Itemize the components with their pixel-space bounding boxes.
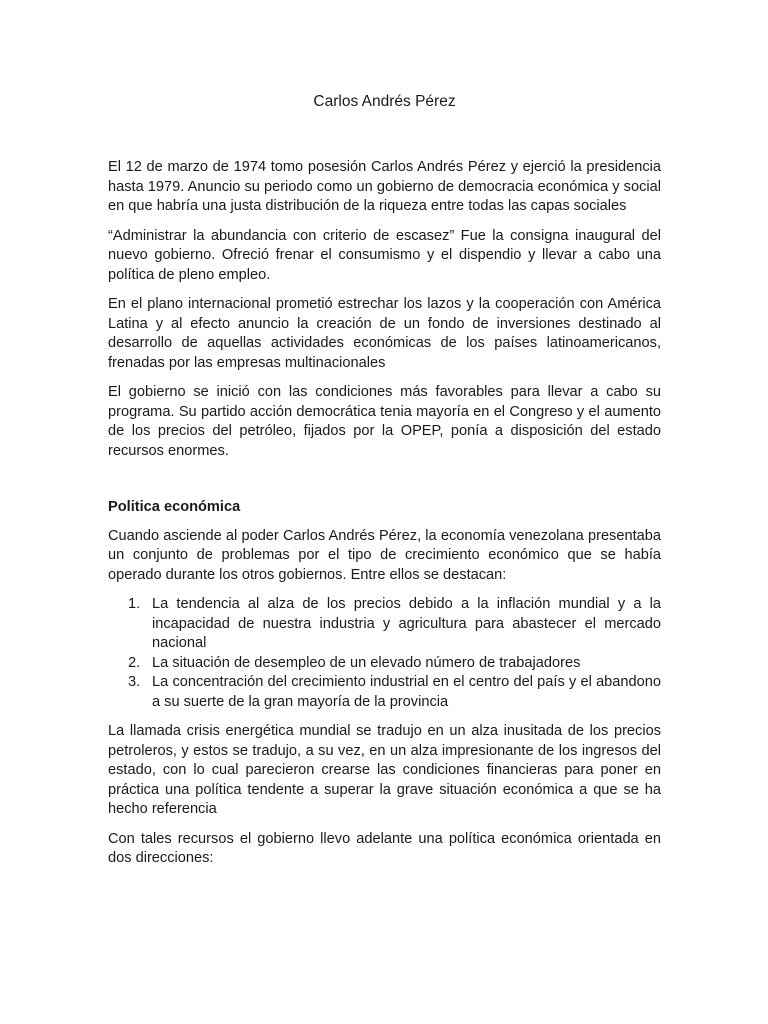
paragraph: El gobierno se inició con las condiciones más favorables para llevar a cabo su programa. Su partido acción democrática tenia mayoría en el Congreso y el aumento de los precios del petróleo, fijados por la OPEP, ponía a disposición del estado recursos enormes. [108,384,661,459]
list-item [108,673,661,712]
document-page [108,93,661,879]
list-number: 1. [128,596,141,612]
list-item [108,654,661,674]
numbered-list [108,595,661,712]
paragraph: Con tales recursos el gobierno llevo adelante una política económica orientada en dos direcciones: [108,830,661,866]
list-number: 3. [128,674,141,690]
paragraph: La llamada crisis energética mundial se tradujo en un alza inusitada de los precios petroleros, y estos se tradujo, a su vez, en un alza impresionante de los ingresos del estado, con lo cual parecieron crearse las condiciones financieras para poner en práctica una política tendente a superar la grave situación económica a que se ha hecho referencia [108,723,661,817]
paragraph: Cuando asciende al poder Carlos Andrés Pérez, la economía venezolana presentaba un conjunto de problemas por el tipo de crecimiento económico que se había operado durante los otros gobiernos. Entre ellos se destacan: [108,527,661,583]
paragraph: En el plano internacional prometió estrechar los lazos y la cooperación con América Latina y al efecto anuncio la creación de un fondo de inversiones destinado al desarrollo de aquellas actividades económicas de los países latinoamericanos, frenadas por las empresas multinacionales [108,296,661,371]
document-title: Carlos Andrés Pérez [313,93,456,110]
list-item-text: La concentración del crecimiento industrial en el centro del país y el abandono a su suerte de la gran mayoría de la provincia [152,674,661,710]
list-item [108,595,661,654]
list-number: 2. [128,654,141,671]
list-item-text: La tendencia al alza de los precios debido a la inflación mundial y a la incapacidad de nuestra industria y agricultura para abastecer el mercado nacional [152,596,661,651]
section-heading: Politica económica [108,499,241,515]
paragraph: “Administrar la abundancia con criterio de escasez” Fue la consigna inaugural del nuevo gobierno. Ofreció frenar el consumismo y el dispendio y llevar a cabo una política de pleno empleo. [108,227,661,283]
list-item-text: La situación de desempleo de un elevado número de trabajadores [152,654,581,671]
paragraph: El 12 de marzo de 1974 tomo posesión Carlos Andrés Pérez y ejerció la presidencia hasta 1979. Anuncio su periodo como un gobierno de democracia económica y social en que habría una justa distribución de la riqueza entre todas las capas sociales [108,159,661,214]
